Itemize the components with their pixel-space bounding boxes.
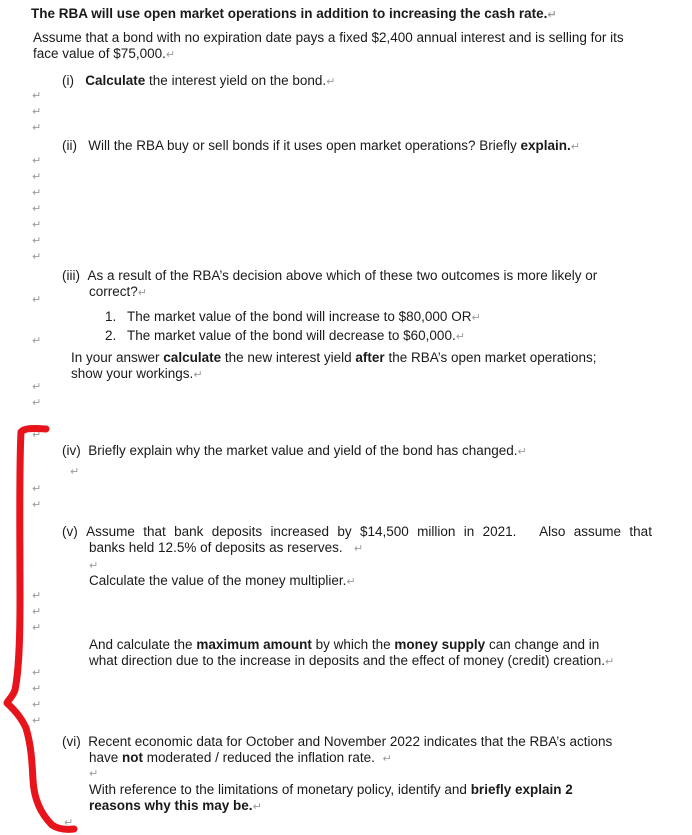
paragraph-mark: ↵ xyxy=(89,768,99,780)
intro-line-1: Assume that a bond with no expiration date pays a fixed $2,400 annual interest and is selling for its xyxy=(33,30,624,45)
paragraph-mark: ↵ xyxy=(64,817,74,829)
question-iii-answer-1: In your answer calculate the new interest yield after the RBA’s open market operations; xyxy=(71,350,597,365)
question-label: (i) xyxy=(62,73,74,88)
paragraph-mark: ↵ xyxy=(32,106,42,118)
paragraph-mark: ↵ xyxy=(32,483,42,495)
question-i: (i) Calculate the interest yield on the bond.↵ xyxy=(62,73,336,88)
paragraph-mark: ↵ xyxy=(32,667,42,679)
paragraph-mark: ↵ xyxy=(32,219,42,231)
paragraph-mark: ↵ xyxy=(32,429,42,441)
question-vi: (vi) Recent economic data for October and November 2022 indicates that the RBA’s actions xyxy=(62,734,613,749)
question-v-calc: Calculate the value of the money multiplier.↵ xyxy=(89,573,356,588)
question-label: (v) xyxy=(62,524,78,539)
paragraph-mark: ↵ xyxy=(32,171,42,183)
question-v-line-2: banks held 12.5% of deposits as reserves. ↵ xyxy=(89,540,364,555)
paragraph-mark: ↵ xyxy=(32,683,42,695)
paragraph-mark: ↵ xyxy=(32,381,42,393)
question-label: (iii) xyxy=(62,268,80,283)
question-label: (ii) xyxy=(62,138,77,153)
question-vi-ref-2: reasons why this may be.↵ xyxy=(89,798,262,813)
paragraph-mark: ↵ xyxy=(547,9,557,21)
paragraph-mark: ↵ xyxy=(32,122,42,134)
question-label: (iv) xyxy=(62,443,81,458)
paragraph-mark: ↵ xyxy=(32,90,42,102)
question-ii: (ii) Will the RBA buy or sell bonds if it uses open market operations? Briefly explain.↵ xyxy=(62,138,580,153)
question-iii-answer-2: show your workings.↵ xyxy=(71,366,203,381)
paragraph-mark: ↵ xyxy=(32,335,42,347)
question-vi-line-2: have not moderated / reduced the inflation rate. ↵ xyxy=(89,750,392,765)
paragraph-mark: ↵ xyxy=(32,294,42,306)
paragraph-mark: ↵ xyxy=(32,590,42,602)
option-item: 1. The market value of the bond will increase to $80,000 OR↵ xyxy=(105,309,481,324)
question-iii-line-2: correct?↵ xyxy=(89,284,147,299)
intro-line-2: face value of $75,000.↵ xyxy=(33,46,176,61)
paragraph-mark: ↵ xyxy=(89,560,99,572)
paragraph-mark: ↵ xyxy=(32,251,42,263)
question-vi-ref-1: With reference to the limitations of monetary policy, identify and briefly explain 2 xyxy=(89,782,573,797)
paragraph-mark: ↵ xyxy=(32,606,42,618)
heading-text: The RBA will use open market operations in addition to increasing the cash rate. xyxy=(31,6,548,21)
question-v-line-1: (v) Assume that bank deposits increased by $14,500 million in 2021. Also assume that xyxy=(62,524,652,539)
paragraph-mark: ↵ xyxy=(32,187,42,199)
paragraph-mark: ↵ xyxy=(32,622,42,634)
red-bracket-stroke xyxy=(7,428,74,829)
paragraph-mark: ↵ xyxy=(32,699,42,711)
question-iii: (iii) As a result of the RBA’s decision above which of these two outcomes is more likely or xyxy=(62,268,598,283)
paragraph-mark: ↵ xyxy=(32,715,42,727)
paragraph-mark: ↵ xyxy=(32,155,42,167)
paragraph-mark: ↵ xyxy=(32,203,42,215)
question-v-and-1: And calculate the maximum amount by which the money supply can change and in xyxy=(89,637,600,652)
option-item: 2. The market value of the bond will decrease to $60,000.↵ xyxy=(105,328,465,343)
question-v-and-2: what direction due to the increase in deposits and the effect of money (credit) creation.↵ xyxy=(89,653,615,668)
paragraph-mark: ↵ xyxy=(32,397,42,409)
paragraph-mark: ↵ xyxy=(32,499,42,511)
question-label: (vi) xyxy=(62,734,81,749)
question-iv: (iv) Briefly explain why the market value and yield of the bond has changed.↵ xyxy=(62,443,527,458)
paragraph-mark: ↵ xyxy=(70,466,80,478)
paragraph-mark: ↵ xyxy=(32,235,42,247)
